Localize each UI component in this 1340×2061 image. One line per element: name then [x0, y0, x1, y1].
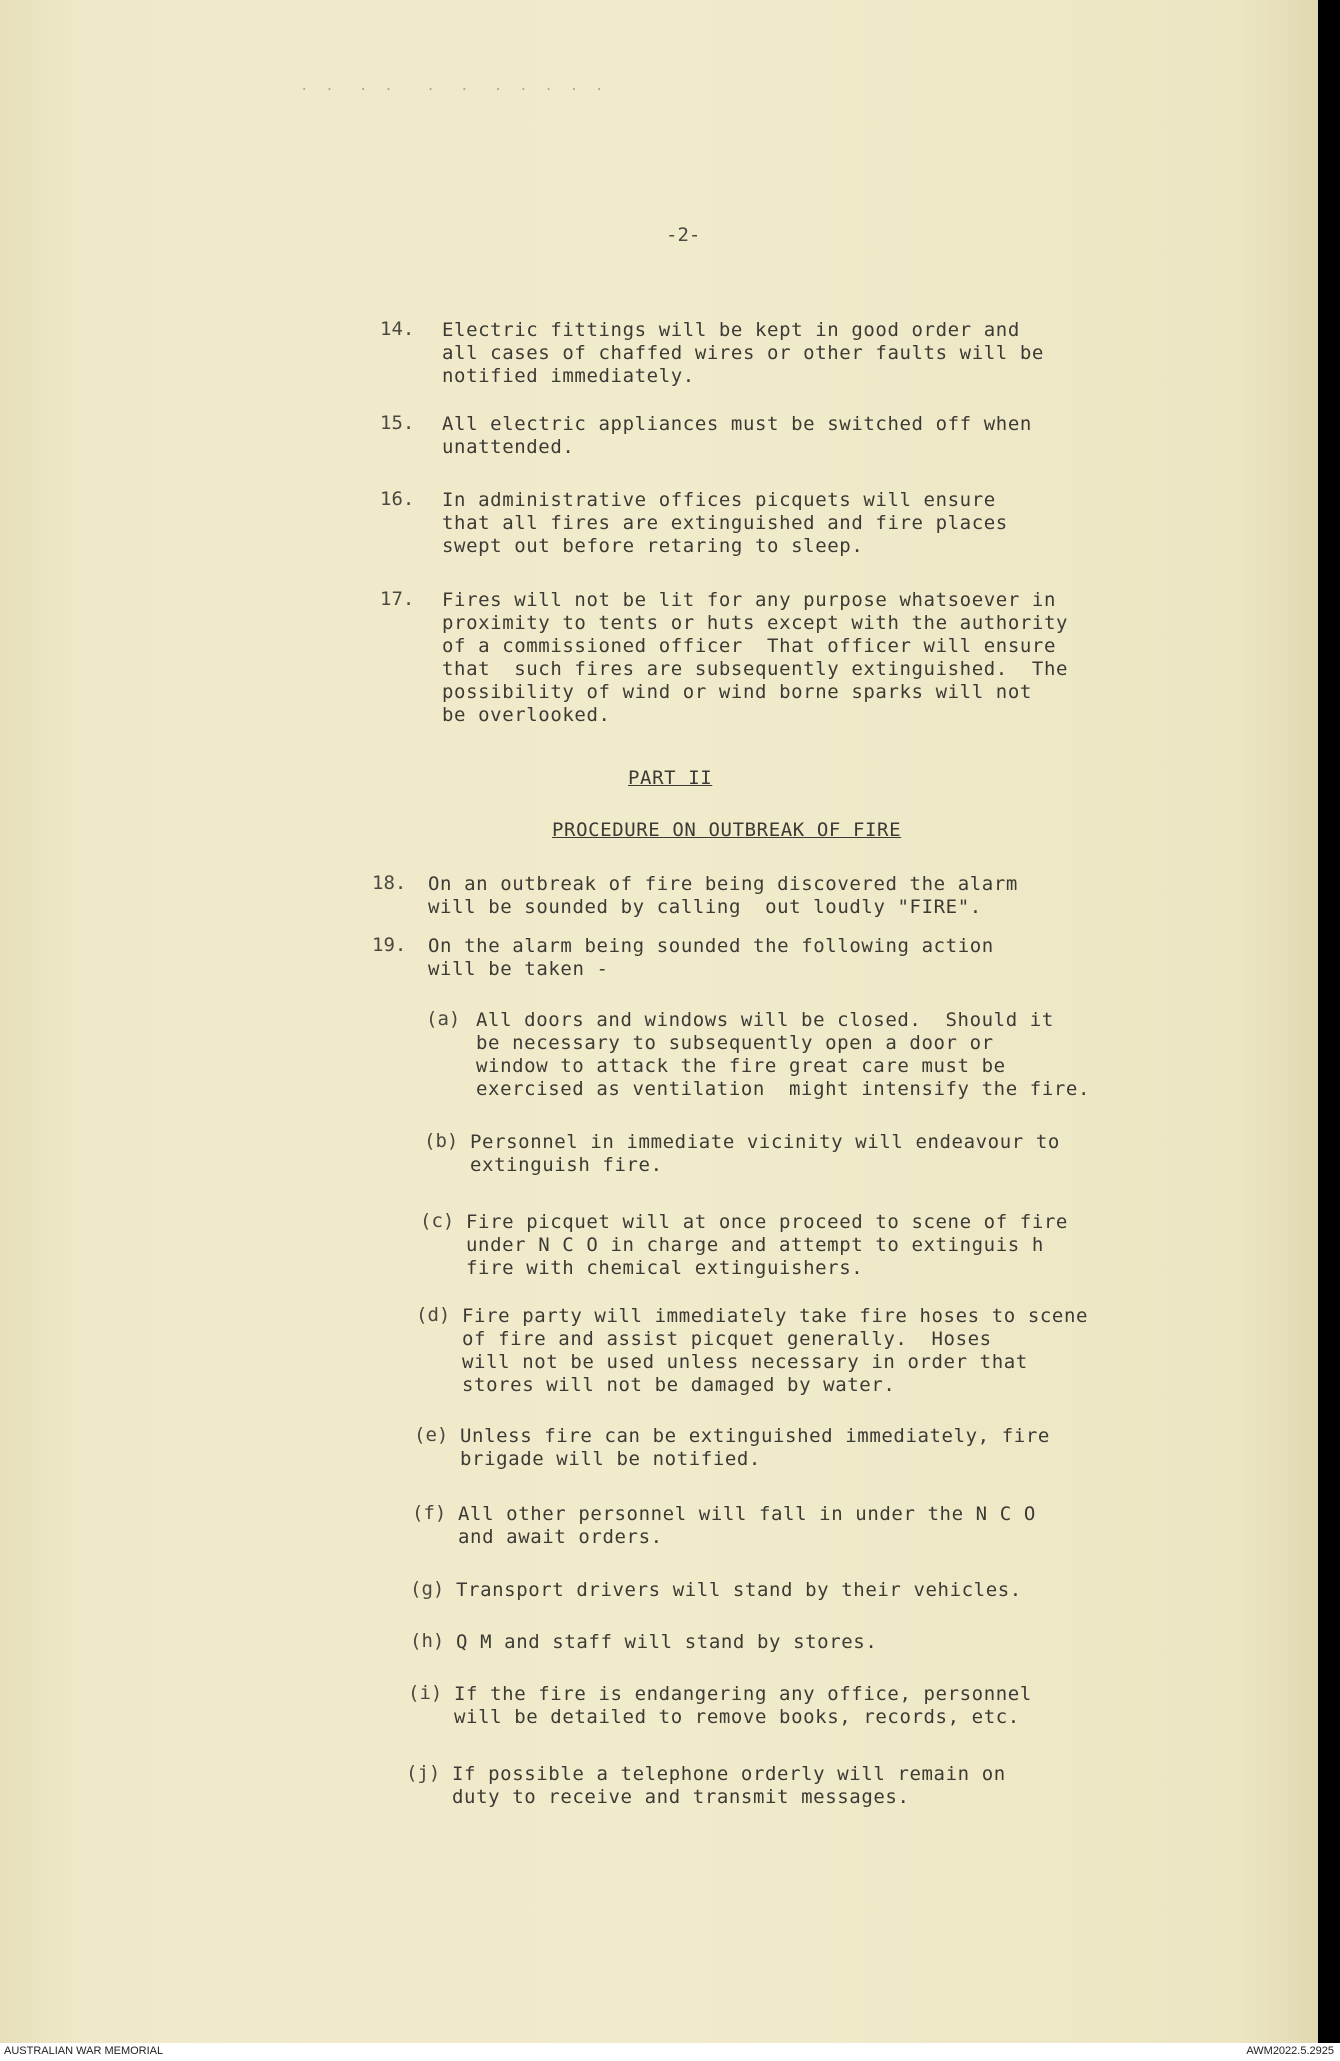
- subitem-b-line: Personnel in immediate vicinity will endeavour to: [470, 1131, 1060, 1153]
- paragraph-17-line: proximity to tents or huts except with the authority: [442, 612, 1069, 634]
- paragraph-19-number: 19.: [372, 934, 407, 956]
- paragraph-17-line: possibility of wind or wind borne sparks will not: [442, 681, 1032, 703]
- subitem-c-number: (c): [420, 1210, 455, 1232]
- subitem-b-number: (b): [424, 1130, 459, 1152]
- subitem-j-line: If possible a telephone orderly will remain on: [452, 1763, 1006, 1785]
- subitem-i-number: (i): [408, 1682, 443, 1704]
- paragraph-18-number: 18.: [372, 872, 407, 894]
- bleed-through-marks: · · · · · · · · · · ·: [300, 82, 604, 98]
- subitem-d-line: Fire party will immediately take fire hoses to scene: [462, 1305, 1089, 1327]
- paragraph-17-line: of a commissioned officer That officer will ensure: [442, 635, 1056, 657]
- subitem-a-line: window to attack the fire great care must be: [476, 1055, 1006, 1077]
- paragraph-17-line: be overlooked.: [442, 704, 611, 726]
- subitem-d-line: will not be used unless necessary in order that: [462, 1351, 1028, 1373]
- paragraph-16-line: swept out before retaring to sleep.: [442, 535, 864, 557]
- paragraph-15-line: All electric appliances must be switched off when: [442, 413, 1032, 435]
- paragraph-14-number: 14.: [380, 318, 415, 340]
- subitem-a-line: be necessary to subsequently open a door or: [476, 1032, 994, 1054]
- subitem-c-line: Fire picquet will at once proceed to scene of fire: [466, 1211, 1068, 1233]
- paragraph-15-line: unattended.: [442, 436, 575, 458]
- paragraph-14-line: notified immediately.: [442, 365, 695, 387]
- subitem-h-line: Q M and staff will stand by stores.: [456, 1631, 878, 1653]
- subitem-e-line: brigade will be notified.: [460, 1448, 761, 1470]
- paragraph-14-line: Electric fittings will be kept in good order and: [442, 319, 1020, 341]
- paragraph-17-line: Fires will not be lit for any purpose whatsoever in: [442, 589, 1056, 611]
- paragraph-18-line: On an outbreak of fire being discovered the alarm: [428, 873, 1018, 895]
- part-heading: PART II: [628, 767, 713, 789]
- footer-bar: [0, 2043, 1340, 2061]
- subitem-f-line: All other personnel will fall in under the N C O: [458, 1503, 1036, 1525]
- subitem-i-line: will be detailed to remove books, records, etc.: [454, 1706, 1020, 1728]
- subitem-c-line: under N C O in charge and attempt to extinguis h: [466, 1234, 1044, 1256]
- subitem-c-line: fire with chemical extinguishers.: [466, 1257, 864, 1279]
- subitem-d-line: of fire and assist picquet generally. Hoses: [462, 1328, 992, 1350]
- section-heading: PROCEDURE ON OUTBREAK OF FIRE: [552, 819, 902, 841]
- subitem-b-line: extinguish fire.: [470, 1154, 663, 1176]
- paragraph-15-number: 15.: [380, 412, 415, 434]
- footer-institution: AUSTRALIAN WAR MEMORIAL: [4, 2045, 164, 2057]
- subitem-d-number: (d): [416, 1304, 451, 1326]
- paragraph-16-line: that all fires are extinguished and fire places: [442, 512, 1008, 534]
- paragraph-19-line: On the alarm being sounded the following action: [428, 935, 994, 957]
- subitem-g-number: (g): [410, 1578, 445, 1600]
- subitem-f-number: (f): [412, 1502, 447, 1524]
- subitem-i-line: If the fire is endangering any office, personnel: [454, 1683, 1032, 1705]
- subitem-g-line: Transport drivers will stand by their vehicles.: [456, 1579, 1022, 1601]
- page-number: -2-: [666, 224, 701, 246]
- paragraph-17-line: that such fires are subsequently extinguished. The: [442, 658, 1069, 680]
- subitem-h-number: (h): [410, 1630, 445, 1652]
- paragraph-14-line: all cases of chaffed wires or other faults will be: [442, 342, 1044, 364]
- paragraph-16-line: In administrative offices picquets will ensure: [442, 489, 996, 511]
- subitem-e-number: (e): [414, 1424, 449, 1446]
- subitem-a-line: All doors and windows will be closed. Should it: [476, 1009, 1054, 1031]
- subitem-d-line: stores will not be damaged by water.: [462, 1374, 896, 1396]
- subitem-e-line: Unless fire can be extinguished immediately, fire: [460, 1425, 1050, 1447]
- paragraph-18-line: will be sounded by calling out loudly "FIRE".: [428, 896, 982, 918]
- subitem-j-line: duty to receive and transmit messages.: [452, 1786, 910, 1808]
- footer-accession-number: AWM2022.5.2925: [1246, 2045, 1334, 2057]
- subitem-a-line: exercised as ventilation might intensify the fire.: [476, 1078, 1090, 1100]
- paragraph-19-line: will be taken -: [428, 958, 609, 980]
- subitem-j-number: (j): [406, 1762, 441, 1784]
- paragraph-17-number: 17.: [380, 588, 415, 610]
- paragraph-16-number: 16.: [380, 488, 415, 510]
- subitem-a-number: (a): [426, 1008, 461, 1030]
- subitem-f-line: and await orders.: [458, 1526, 663, 1548]
